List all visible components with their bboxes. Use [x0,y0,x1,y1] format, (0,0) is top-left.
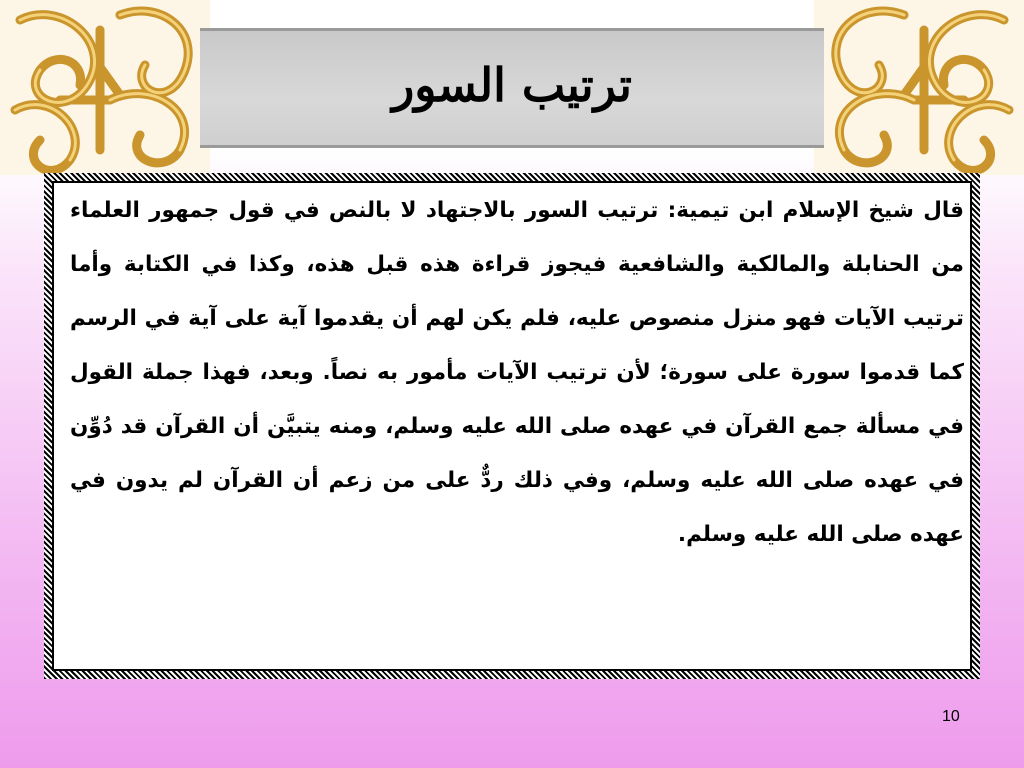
body-paragraph: قال شيخ الإسلام ابن تيمية: ترتيب السور بالاجتهاد لا بالنص في قول جمهور العلماء من الحنابلة والمالكية والشافعية فيجوز قراءة هذه قبل هذه، وكذا في الكتابة وأما ترتيب الآيات فهو منزل منصوص عليه، فلم يكن لهم أن يقدموا آية على آية في الرسم كما قدموا سورة على سورة؛ لأن ترتيب الآيات مأمور به نصاً. وبعد، فهذا جملة القول في مسألة جمع القرآن في عهده صلى الله عليه وسلم، ومنه يتبيَّن أن القرآن قد دُوِّن في عهده صلى الله عليه وسلم، وفي ذلك ردٌّ على من زعم أن القرآن لم يدون في عهده صلى الله عليه وسلم. [70,198,964,547]
ornament-left [0,0,210,175]
ornament-right [814,0,1024,175]
page-number: 10 [942,708,960,725]
slide-title: ترتيب السور [392,58,632,112]
